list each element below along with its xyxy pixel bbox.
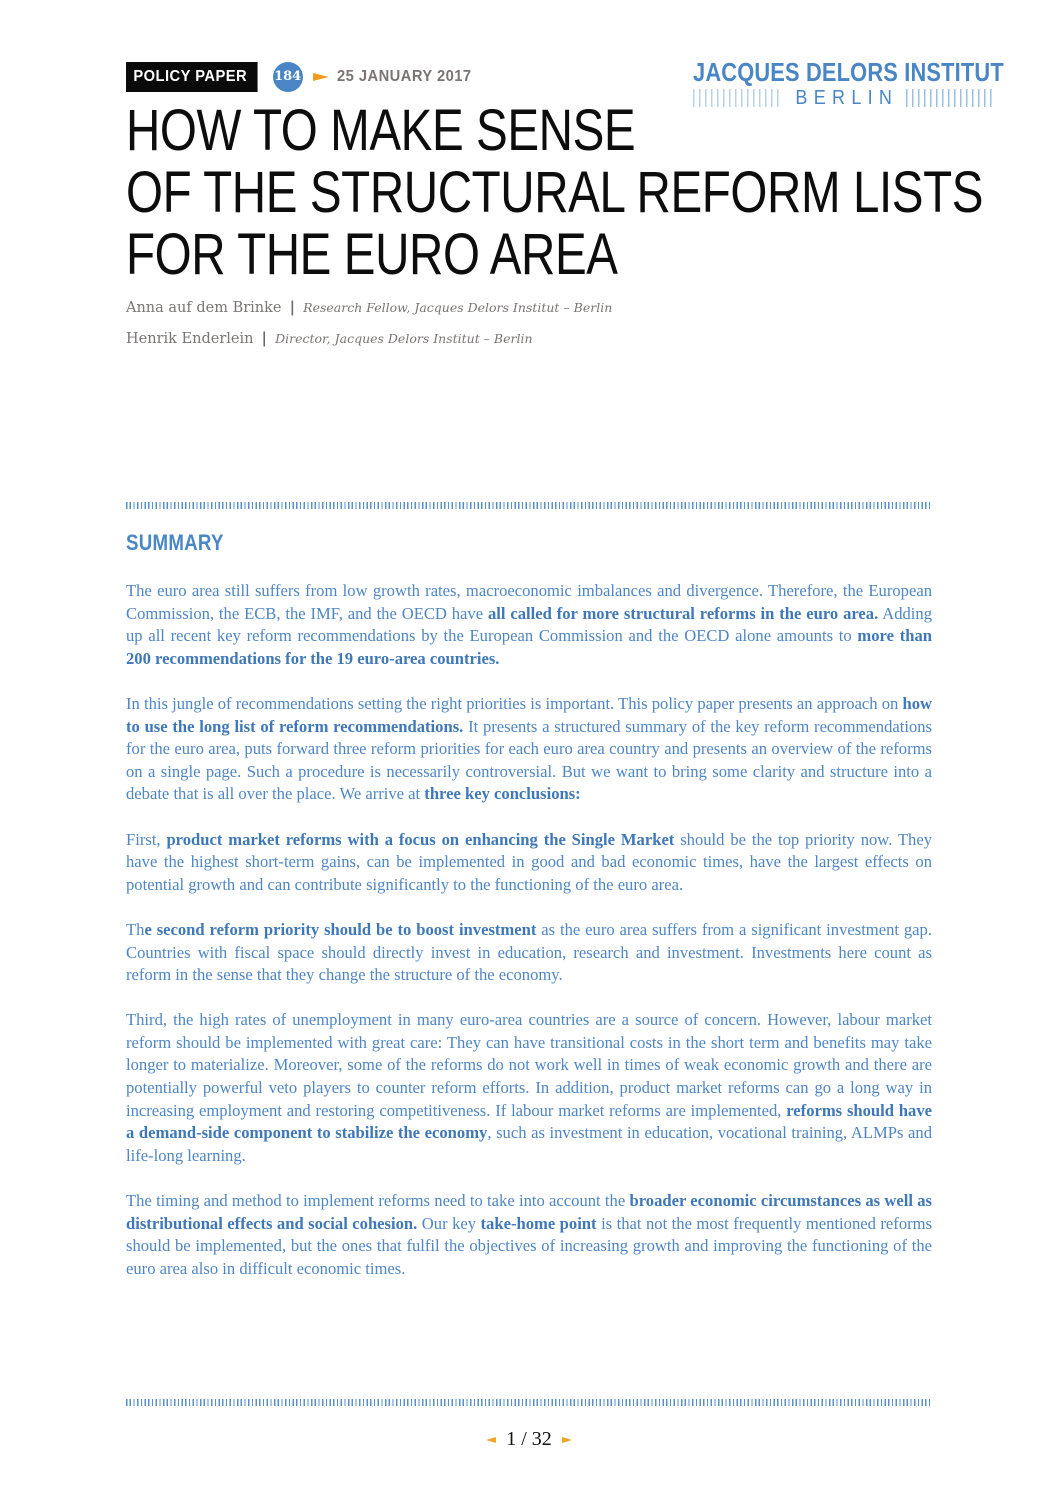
summary-paragraph	[126, 580, 932, 670]
body-text: The euro area still suffers from low growth rates, macroeconomic imbalances and divergence. Therefore, the European Commission, the ECB, the IMF, and the OECD have	[126, 581, 932, 623]
body-text: is that not the most frequently mentioned reforms should be implemented, but the ones that fulfil the objectives of increasing growth and improving the functioning of the euro area also in difficult economic times.	[126, 1213, 933, 1278]
emphasis-text: more than 200 recommendations for the 19 euro-area countries.	[126, 626, 932, 668]
body-text: Third, the high rates of unemployment in many euro-area countries are a source of concern. However, labour market reform should be implemented with great care: They can have transitional costs in the short term and benefits may take longer to materialize. Moreover, some of the reforms do not work well in times of weak economic growth and there are potentially powerful veto players to counter reform efforts. In addition, product market reforms can go a long way in increasing employment and restoring competitiveness. If labour market reforms are implemented,	[126, 1010, 932, 1120]
summary-body	[126, 580, 932, 1303]
title-line: HOW TO MAKE SENSE	[126, 98, 636, 163]
author-role: Research Fellow, Jacques Delors Institut – Berlin	[303, 300, 613, 315]
author-name: Henrik Enderlein	[126, 331, 254, 347]
title-line: OF THE STRUCTURAL REFORM LISTS	[126, 160, 984, 225]
logo-city: BERLIN	[795, 87, 899, 109]
emphasis-text: three key conclusions:	[424, 784, 581, 804]
body-text: Our key	[417, 1213, 481, 1233]
previous-page-icon[interactable]	[486, 1437, 496, 1443]
body-text: should be the top priority now. They have the highest short-term gains, can be implemented in good and bad economic times, have the largest effects on potential growth and can contribute significantly to the functioning of the euro area.	[126, 829, 932, 894]
body-text: Th	[126, 919, 145, 939]
author-separator: |	[289, 298, 296, 316]
author-list	[126, 296, 612, 358]
body-text: as the euro area suffers from a significant investment gap. Countries with fiscal space should directly invest in education, research and investment. Investments here count as reform in the sense that they change the structure of the economy.	[126, 919, 932, 985]
bottom-divider	[126, 1399, 932, 1406]
author-entry	[126, 296, 612, 327]
emphasis-text: how to use the long list of reform recommendations.	[126, 693, 932, 736]
summary-paragraph	[126, 693, 932, 806]
body-text: First,	[126, 829, 167, 849]
body-text: , such as investment in education, vocational training, ALMPs and life-long learning.	[126, 1123, 933, 1165]
summary-heading: SUMMARY	[126, 530, 224, 555]
summary-paragraph	[126, 829, 932, 897]
page-title	[126, 100, 1058, 286]
emphasis-text: broader economic circumstances as well as distributional effects and social cohesion.	[126, 1191, 932, 1233]
summary-paragraph	[126, 919, 932, 987]
author-role: Director, Jacques Delors Institut – Berlin	[275, 331, 533, 346]
summary-paragraph	[126, 1190, 932, 1280]
series-label: POLICY PAPER	[126, 62, 257, 92]
emphasis-text: e second reform priority should be to boost investment	[144, 919, 537, 939]
logo-name: JACQUES DELORS INSTITUT	[693, 57, 1004, 87]
publication-date: 25 JANUARY 2017	[336, 68, 472, 85]
author-name: Anna auf dem Brinke	[126, 300, 282, 316]
paper-meta	[126, 62, 483, 92]
summary-paragraph	[126, 1009, 932, 1167]
title-line: FOR THE EURO AREA	[126, 222, 618, 287]
top-divider	[126, 502, 932, 509]
emphasis-text: reforms should have a demand-side component to stabilize the economy	[126, 1100, 932, 1143]
page-indicator: 1 / 32	[506, 1428, 552, 1450]
body-text: It presents a structured summary of the key reform recommendations for the euro area, puts forward three reform priorities for each euro area country and presents an overview of the reforms on a single page. Such a procedure is necessarily controversial. But we want to bring some clarity and structure into a debate that is all over the place. We arrive at	[126, 716, 933, 804]
author-separator: |	[261, 329, 268, 347]
page-footer	[0, 1428, 1058, 1451]
body-text: Adding up all recent key reform recommendations by the European Commission and the OECD alone amounts to	[126, 603, 932, 646]
next-page-icon[interactable]	[562, 1437, 572, 1443]
arrow-right-icon	[313, 73, 329, 81]
emphasis-text: product market reforms with a focus on enhancing the Single Market	[166, 829, 675, 849]
issue-number-badge: 184	[273, 62, 303, 92]
author-entry	[126, 327, 612, 358]
body-text: The timing and method to implement reforms need to take into account the	[126, 1191, 630, 1211]
emphasis-text: all called for more structural reforms in the euro area.	[487, 603, 879, 623]
emphasis-text: take-home point	[480, 1213, 597, 1233]
body-text: In this jungle of recommendations setting the right priorities is important. This policy paper presents an approach on	[126, 693, 903, 713]
